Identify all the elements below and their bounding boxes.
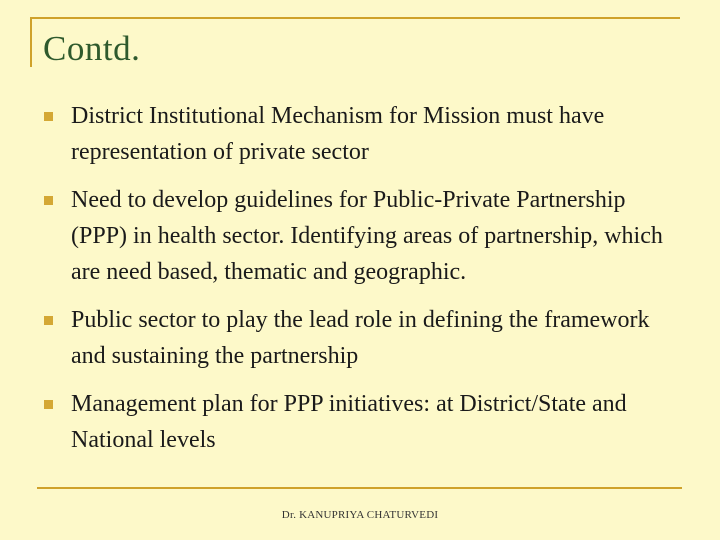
footer-author: Dr. KANUPRIYA CHATURVEDI (281, 509, 439, 521)
top-divider (30, 17, 680, 19)
bottom-divider (37, 487, 682, 489)
bullet-item (44, 386, 684, 458)
bullet-text: Public sector to play the lead role in defining the framework and sustaining the partnership (71, 307, 650, 369)
square-bullet-icon (44, 316, 53, 325)
slide-title: Contd. (43, 29, 141, 68)
square-bullet-icon (44, 196, 53, 205)
bullet-list (44, 98, 684, 470)
bullet-text: Management plan for PPP initiatives: at District/State and National levels (71, 391, 627, 453)
square-bullet-icon (44, 112, 53, 121)
bullet-text: Need to develop guidelines for Public-Private Partnership (PPP) in health sector. Identifying areas of partnership, which are need based, thematic and geographic. (71, 187, 663, 285)
square-bullet-icon (44, 400, 53, 409)
title-accent-bar (30, 17, 32, 67)
bullet-item (44, 98, 684, 170)
bullet-text: District Institutional Mechanism for Mission must have representation of private sector (71, 103, 605, 165)
bullet-item (44, 302, 684, 374)
bullet-item (44, 182, 684, 290)
